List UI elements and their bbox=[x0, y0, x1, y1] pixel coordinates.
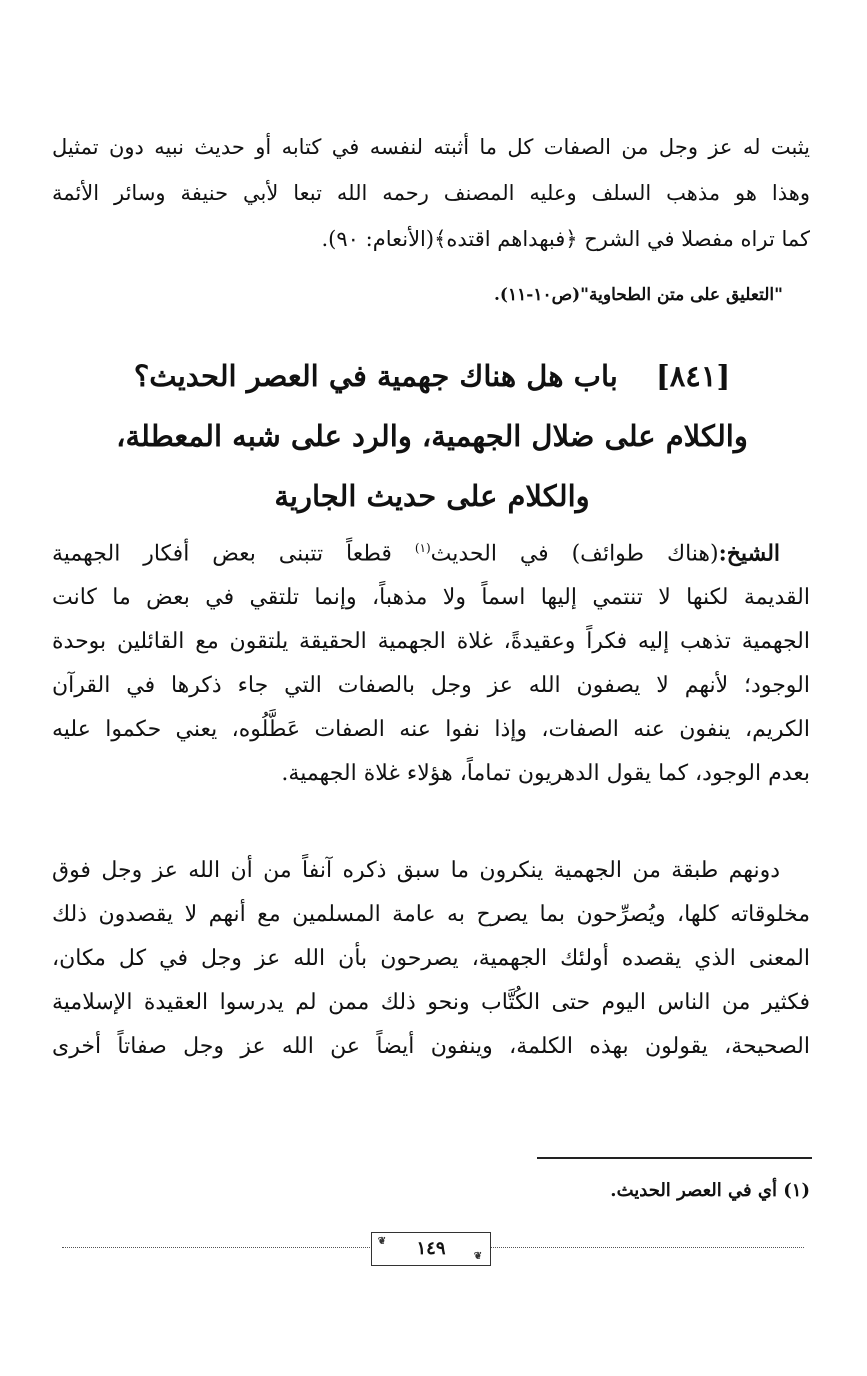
heading-line-2: والكلام على ضلال الجهمية، والرد على شبه المعطلة، bbox=[116, 419, 748, 453]
paragraph-text: (هناك طوائف) في الحديث bbox=[430, 541, 719, 567]
footnote: (١) أي في العصر الحديث. bbox=[610, 1180, 810, 1201]
paragraph-text: قطعاً تتبنى بعض أفكار الجهمية bbox=[52, 541, 415, 567]
intro-line: يثبت له عز وجل من الصفات كل ما أثبته لنفسه في كتابه أو حديث نبيه دون تمثيل bbox=[52, 135, 810, 159]
footnote-separator bbox=[537, 1157, 812, 1159]
chapter-title: باب هل هناك جهمية في العصر الحديث؟ bbox=[133, 359, 618, 393]
heading-line-1 bbox=[37, 346, 827, 406]
heading-line-3: والكلام على حديث الجارية bbox=[274, 479, 590, 513]
ornament-icon: ❦ bbox=[377, 1236, 389, 1247]
paragraph-line: فكثير من الناس اليوم حتى الكُتَّاب ونحو ذلك ممن لم يدرسوا العقيدة الإسلامية bbox=[52, 990, 810, 1015]
paragraph-2 bbox=[52, 849, 810, 1069]
page-number: ١٤٩ bbox=[416, 1238, 446, 1259]
intro-line: وهذا هو مذهب السلف وعليه المصنف رحمه الله تبعا لأبي حنيفة وسائر الأئمة bbox=[52, 181, 810, 205]
source-citation: "التعليق على متن الطحاوية"(ص١٠-١١). bbox=[494, 285, 783, 305]
chapter-heading bbox=[37, 346, 827, 526]
intro-line: كما تراه مفصلا في الشرح ﴿فبهداهم اقتده﴾(الأنعام: ٩٠). bbox=[321, 227, 810, 251]
paragraph-line: الجهمية تذهب إليه فكراً وعقيدةً، غلاة الجهمية الحقيقة يلتقون مع القائلين بوحدة bbox=[52, 629, 810, 655]
speaker-label: الشيخ: bbox=[718, 540, 781, 567]
intro-block bbox=[52, 124, 810, 262]
paragraph-line: الكريم، ينفون عنه الصفات، وإذا نفوا عنه الصفات عَطَّلُوه، يعني حكموا عليه bbox=[52, 717, 810, 743]
paragraph-line: القديمة لكنها لا تنتمي إليها اسماً ولا مذهباً، وإنما تلتقي في بعض ما كانت bbox=[52, 585, 810, 611]
ornament-icon: ❦ bbox=[473, 1251, 485, 1262]
footnote-ref[interactable]: (١) bbox=[414, 541, 431, 555]
paragraph-line: الوجود؛ لأنهم لا يصفون الله عز وجل بالصفات التي جاء ذكرها في القرآن bbox=[52, 673, 810, 699]
paragraph-line: دونهم طبقة من الجهمية ينكرون ما سبق ذكره آنفاً من أن الله عز وجل فوق bbox=[52, 858, 780, 883]
page-number-frame bbox=[371, 1232, 491, 1266]
paragraph-line: المعنى الذي يقصده أولئك الجهمية، يصرحون بأن الله عز وجل في كل مكان، bbox=[52, 946, 810, 971]
chapter-number: [٨٤١] bbox=[655, 359, 731, 393]
paragraph-1 bbox=[52, 526, 810, 796]
paragraph-line: الصحيحة، يقولون بهذه الكلمة، وينفون أيضاً عن الله عز وجل صفاتاً أخرى bbox=[52, 1034, 810, 1059]
paragraph-line bbox=[52, 526, 810, 576]
paragraph-line: مخلوقاته كلها، ويُصرِّحون بما يصرح به عامة المسلمين مع أنهم لا يقصدون ذلك bbox=[52, 902, 810, 927]
paragraph-line: بعدم الوجود، كما يقول الدهريون تماماً، هؤلاء غلاة الجهمية. bbox=[281, 761, 810, 787]
